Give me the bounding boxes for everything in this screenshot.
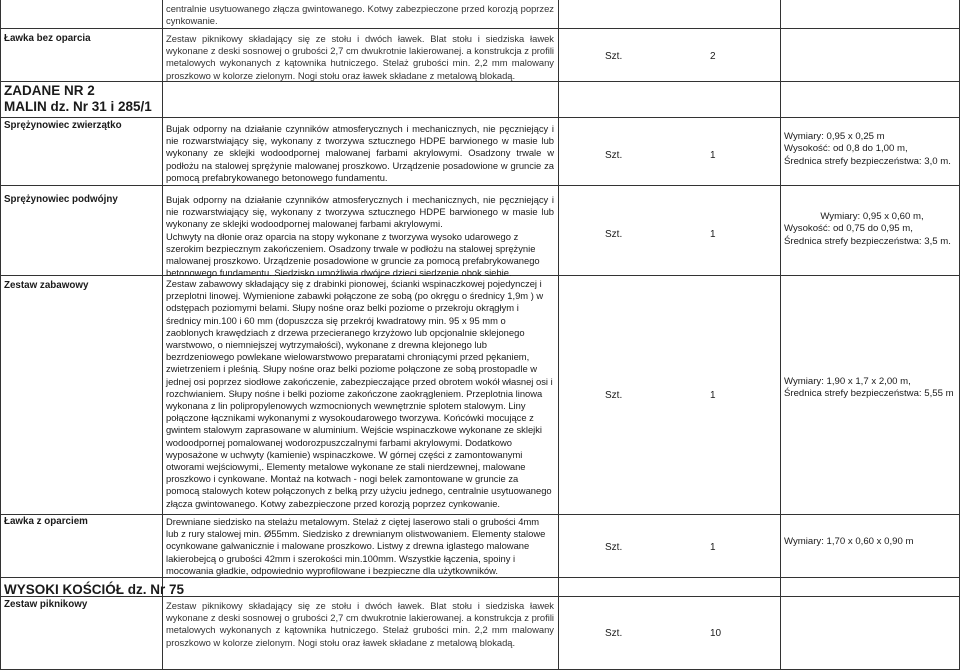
dimension-line: Wysokość: od 0,75 do 0,95 m, [784,223,913,235]
unit-label: Szt. [605,51,623,62]
quantity-value: 1 [710,229,716,240]
unit-label: Szt. [605,628,623,639]
quantity-value: 1 [710,390,716,401]
quantity-value: 1 [710,542,716,553]
column-divider [780,0,781,670]
column-divider [0,0,1,670]
unit-label: Szt. [605,150,623,161]
item-dimensions [784,376,960,401]
description-text: Bujak odporny na działanie czynników atmosferycznych i mechanicznych, nie pęczniejący i nie rozwarstwiający się, wykonany z tworzywa sztucznego HDPE barwionego w masie lub wykonany ze sklejki wodoodpornej malowanej farbami akrylowymi. [166,194,554,230]
quantity-value: 2 [710,51,716,62]
item-description [166,3,554,27]
item-description: Drewniane siedzisko na stelażu metalowym. Stelaż z ciętej laserowo stali o grubości 4mm lub z rury stalowej min. Ø55mm. Siedzisko z drewnianym olistwowaniem. Elementy stalowe ocynkowane galwanicznie i malowane proszkowo. Listwy z drewna iglastego malowane lakierobejcą o grubości 42mm i szerokości min.100mm. Wszystkie łączenia, spoiny i mocowania gładkie, odpowiednio wyprofilowane i bezpieczne dla użytkowników. [166,516,546,576]
row-divider [0,514,960,515]
item-dimensions [784,131,960,168]
zone-title: ZADANE NR 2 [4,83,95,98]
dimension-line: Wymiary: 1,90 x 1,7 x 2,00 m, [784,376,911,387]
zone-address: MALIN dz. Nr 31 i 285/1 [4,99,152,114]
item-name: Ławka z oparciem [4,516,88,527]
item-name: Ławka bez oparcia [4,33,91,44]
row-divider [0,28,960,29]
item-name: Zestaw zabawowy [4,280,89,291]
item-description [166,194,554,279]
dimension-line: Średnica strefy bezpieczeństwa: 3,0 m. [784,155,951,167]
item-dimensions [784,211,960,248]
dimension-line: Wymiary: 1,70 x 0,60 x 0,90 m [784,536,914,547]
row-divider [0,117,960,118]
unit-label: Szt. [605,390,623,401]
item-description: Bujak odporny na działanie czynników atmosferycznych i mechanicznych, nie pęczniejący i nie rozwarstwiający się, wykonany z tworzywa sztucznego HDPE barwionego w masie lub wykonany ze sklejki wodoodpornej malowanej farbami akrylowymi. Osadzony trwale w podłożu na stalowej sprężynie malowanej proszkowo. Urządzenie posadowione w gruncie za pomocą prefabrykowanego betonowego fundamentu. [166,123,554,183]
item-dimensions [784,536,960,548]
dimension-line: Wymiary: 0,95 x 0,60 m, [820,211,924,222]
description-text: Uchwyty na dłonie oraz oparcia na stopy wykonane z tworzywa wysoko udarowego z szerokim bezpiecznym zakończeniem. Osadzony trwale w podłożu na stalowej sprężynie malowanej proszkowo. Urządzenie posadowione w gruncie za pomocą prefabrykowanego betonowego fundamentu. Siedzisko umożliwia dwójce dzieci siedzenie obok siebie. [166,230,540,279]
dimension-line: Średnica strefy bezpieczeństwa: 3,5 m. [784,235,951,247]
row-divider [0,185,960,186]
column-divider [162,0,163,670]
item-name: Sprężynowiec podwójny [4,194,118,205]
dimension-line: Wysokość: od 0,8 do 1,00 m, [784,143,908,155]
row-divider [0,577,960,578]
item-name: Zestaw piknikowy [4,599,88,610]
item-description: Zestaw piknikowy składający się ze stołu i dwóch ławek. Blat stołu i siedziska ławek wykonane z deski sosnowej o grubości 2,7 cm dwukrotnie lakierowanej. a konstrukcja z profili metalowych wykonanych z kątownika hutniczego. Stelaż grubości min. 2,2 mm malowany proszkowo w kolorze zielonym. Nogi stołu oraz ławek składane z metalową blokadą. [166,600,554,648]
item-description: Zestaw piknikowy składający się ze stołu i dwóch ławek. Blat stołu i siedziska ławek wykonane z deski sosnowej o grubości 2,7 cm dwukrotnie lakierowanej. a konstrukcja z profili metalowych wykonanych z kątownika hutniczego. Stelaż grubości min. 2,2 mm malowany proszkowo w kolorze zielonym. Nogi stołu oraz ławek składane z metalową blokadą. [166,33,554,81]
item-description: Zestaw zabawowy składający się z drabinki pionowej, ścianki wspinaczkowej pojedynczej i przeplotni linowej. Wymienione zabawki połączone ze sobą (po okręgu o średnicy 1,9m ) w odstępach poziomymi belami. Słupy nośne oraz belki poziome o przekroju okrągłym i średnicy min.100 i 60 mm (dopuszcza się przekrój kwadratowy min. 95 x 95 mm o zaoblonych krawędziach z drzewa przecieranego krzyżowo lub opcjonalnie sklejonego warstwowo, o niemniejszej wytrzymałości), wykonane z drewna klejonego lub bezrdzeniowego powlekane wielowarstwowo preparatami chroniącymi przed pękaniem, zwietrzeniem i pleśnią. Słupy nośne oraz belki poziome połączone ze sobą prostopadle w jednej osi poprzez siodłowe zakończenie, zabezpieczające przed obrotem wokół własnej osi i rozchwianiem. Słupy nośne i belki poziome zakończone zaokrągleniem. Przeplotnia linowa wykonana z lin polipropylenowych wzmocnionych wewnętrznie splotem stalowym. Liny połączone łącznikami wykonanymi z wysokoudarowego tworzywa. Końcówki mocujące z gwintem stalowym zaprasowane w aluminium. Wejście wspinaczkowe wykonane ze sklejki wodoodpornej pomalowanej wodorozpuszczalnymi farbami akrylowymi. Dodatkowo wyposażone w uchwyty (kamienie) wspinaczkowe. W górnej części z zamontowanymi otworami wejściowymi,. Elementy metalowe wykonane ze stali nierdzewnej, malowane proszkowo i cynkowane. Montaż na kotwach - nogi belek zamontowane w gruncie za pomocą stalowych kotew połączonych z belką przy użyciu jednego, centralnie usytuowanego złącza gwintowanego. Kotwy zabezpieczone przed korozją poprzez cynkowanie. [166,278,553,509]
unit-label: Szt. [605,229,623,240]
dimension-line: Średnica strefy bezpieczeństwa: 5,55 m [784,388,954,400]
quantity-value: 1 [710,150,716,161]
item-name: Sprężynowiec zwierzątko [4,120,122,131]
zone-title: WYSOKI KOŚCIÓŁ dz. Nr 75 [4,582,185,597]
unit-label: Szt. [605,542,623,553]
dimension-line: Wymiary: 0,95 x 0,25 m [784,131,885,142]
description-text: centralnie usytuowanego złącza gwintowanego. Kotwy zabezpieczone przed korozją poprzez cynkowanie. [166,3,554,27]
column-divider [558,0,559,670]
quantity-value: 10 [710,628,722,639]
